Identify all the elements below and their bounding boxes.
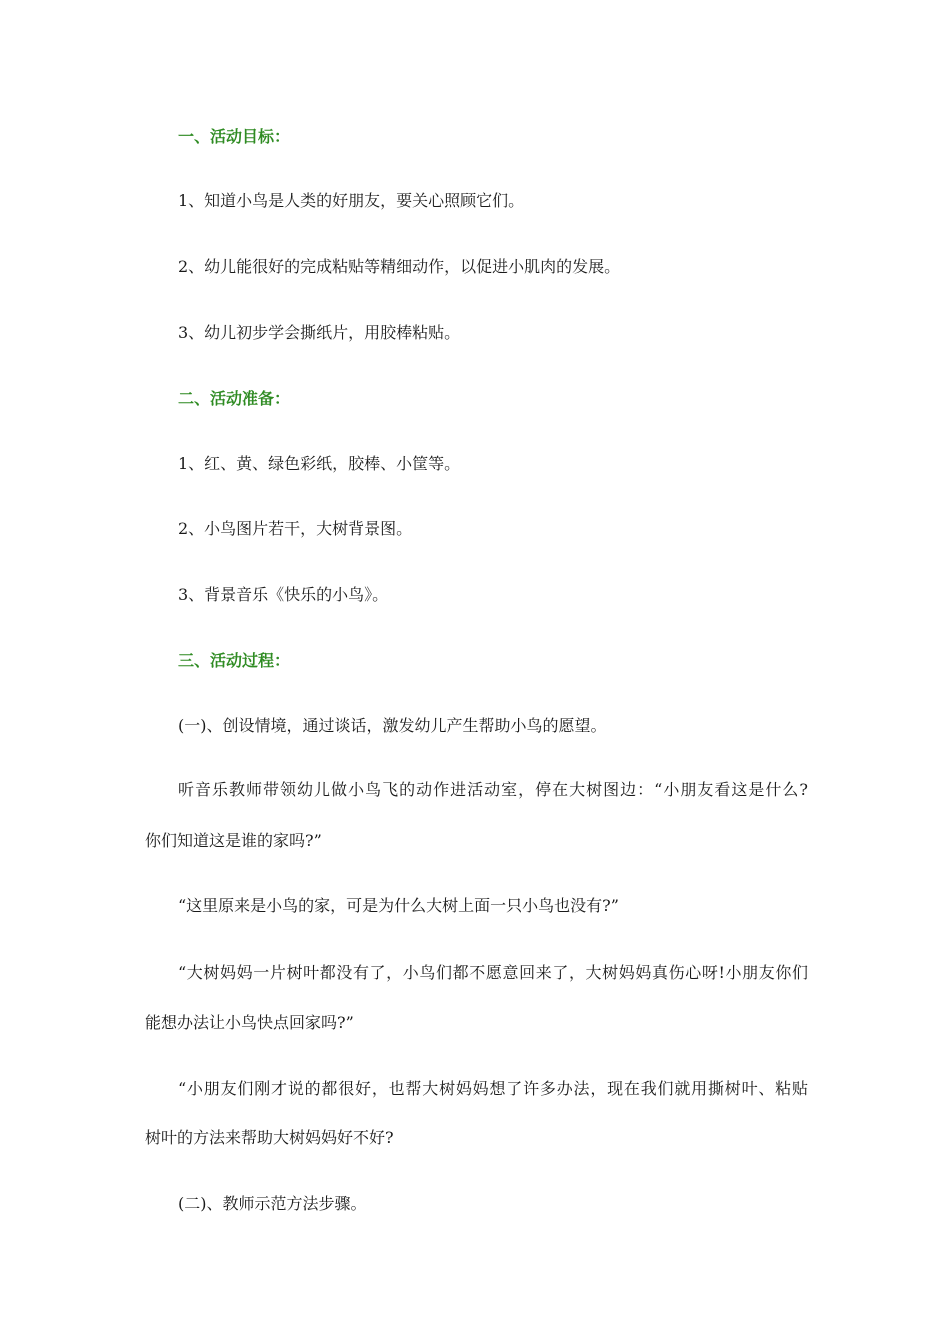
goal-item: 2、幼儿能很好的完成粘贴等精细动作，以促进小肌肉的发展。 bbox=[178, 257, 621, 276]
section-heading-goals: 一、活动目标： bbox=[178, 127, 291, 146]
section-heading-process: 三、活动过程： bbox=[178, 651, 291, 670]
paragraph-line: 听音乐教师带领幼儿做小鸟飞的动作进活动室，停在大树图边：“小朋友看这是什么? bbox=[178, 780, 808, 799]
paragraph-line: “这里原来是小鸟的家，可是为什么大树上面一只小鸟也没有?” bbox=[178, 896, 619, 915]
goal-item: 1、知道小鸟是人类的好朋友，要关心照顾它们。 bbox=[178, 191, 525, 210]
preparation-item: 2、小鸟图片若干，大树背景图。 bbox=[178, 519, 413, 538]
process-step-title: (二)、教师示范方法步骤。 bbox=[178, 1194, 367, 1213]
goal-item: 3、幼儿初步学会撕纸片，用胶棒粘贴。 bbox=[178, 323, 461, 342]
paragraph-line: “大树妈妈一片树叶都没有了，小鸟们都不愿意回来了，大树妈妈真伤心呀!小朋友你们 bbox=[178, 963, 808, 982]
paragraph-line: 你们知道这是谁的家吗?” bbox=[145, 831, 322, 850]
preparation-item: 3、背景音乐《快乐的小鸟》。 bbox=[178, 585, 389, 604]
section-heading-preparation: 二、活动准备： bbox=[178, 389, 291, 408]
paragraph-line: 能想办法让小鸟快点回家吗?” bbox=[145, 1013, 354, 1032]
paragraph-line: “小朋友们刚才说的都很好，也帮大树妈妈想了许多办法，现在我们就用撕树叶、粘贴 bbox=[178, 1079, 808, 1098]
preparation-item: 1、红、黄、绿色彩纸，胶棒、小筐等。 bbox=[178, 454, 461, 473]
process-step-title: (一)、创设情境，通过谈话，激发幼儿产生帮助小鸟的愿望。 bbox=[178, 716, 607, 735]
paragraph-line: 树叶的方法来帮助大树妈妈好不好? bbox=[145, 1128, 394, 1147]
